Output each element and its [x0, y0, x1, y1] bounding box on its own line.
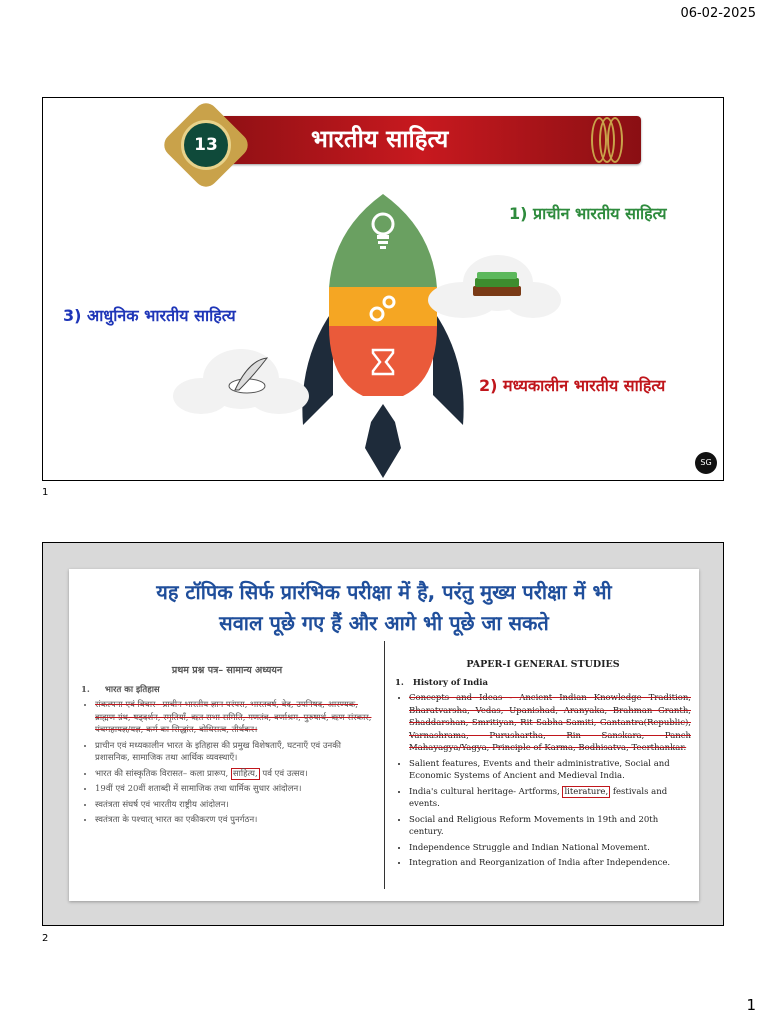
- slide-1: [42, 97, 724, 481]
- slide-number: 2: [42, 933, 49, 944]
- ornament-icon: [607, 117, 623, 163]
- rocket-section-low: [329, 326, 437, 396]
- list-item: • Independence Struggle and Indian National Movement.: [409, 842, 691, 855]
- list-item: • प्राचीन एवं मध्यकालीन भारत के इतिहास की प्रमुख विशेषताएँ, घटनाएँ एवं उनकी प्रशासनिक, सामाजिक तथा आर्थिक व्यवस्थाएँ।: [95, 740, 373, 765]
- sg-logo: SG: [695, 452, 717, 474]
- title-banner: [201, 116, 641, 164]
- item-modern-literature: 3) आधुनिक भारतीय साहित्य: [63, 306, 236, 325]
- headline-line-1: यह टॉपिक सिर्फ प्रारंभिक परीक्षा में है, परंतु मुख्य परीक्षा में भी: [156, 580, 612, 604]
- list-item: • Concepts and Ideas - Ancient Indian Knowledge Tradition, Bharatvarsha, Vedas, Upanishad, Aranyaka, Brahman Granth, Shaddarshan, Smritiyan, Rit Sabha-Samiti, Gantantra(Republic), Varnashrama, Purushartha, Rin Sanskara, Panch Mahayagya/Yagya, Principle of Karma, Bodhisatva, Teerthankar.: [409, 692, 691, 755]
- headline-line-2: सवाल पूछे गए हैं और आगे भी पूछे जा सकते: [219, 611, 549, 635]
- slide-headline: [69, 577, 699, 639]
- list-item: • India's cultural heritage- Artforms, literature, festivals and events.: [409, 786, 691, 811]
- rocket-flame: [365, 404, 401, 478]
- slide-number: 1: [42, 487, 49, 498]
- rocket-section-mid: [329, 287, 437, 327]
- rocket-illustration: [293, 190, 473, 480]
- english-syllabus-column: [395, 659, 691, 873]
- list-item: • Social and Religious Reform Movements in 19th and 20th century.: [409, 814, 691, 839]
- slide-2: [42, 542, 724, 926]
- hindi-paper-title: प्रथम प्रश्न पत्र– सामान्य अध्ययन: [171, 665, 283, 676]
- item-medieval-literature: 2) मध्यकालीन भारतीय साहित्य: [479, 376, 666, 395]
- list-item: • Integration and Reorganization of India after Independence.: [409, 857, 691, 870]
- highlight-box: literature,: [564, 786, 609, 797]
- slide-title: भारतीय साहित्य: [311, 125, 449, 153]
- item-ancient-literature: 1) प्राचीन भारतीय साहित्य: [509, 204, 667, 223]
- list-item: • स्वतंत्रता संघर्ष एवं भारतीय राष्ट्रीय आंदोलन।: [95, 799, 373, 812]
- syllabus-document: [69, 569, 699, 901]
- hindi-topic-list: [81, 699, 373, 827]
- hindi-section-heading: 1. भारत का इतिहास: [81, 685, 160, 695]
- highlight-box: साहित्य,: [232, 768, 258, 779]
- list-item: • Salient features, Events and their administrative, Social and Economic Systems of Ancient and Medieval India.: [409, 758, 691, 783]
- books-icon: [473, 272, 521, 296]
- list-item: • स्वतंत्रता के पश्चात् भारत का एकीकरण एवं पुनर्गठन।: [95, 814, 373, 827]
- cloud-quill: [171, 344, 311, 424]
- page-number: 1: [746, 996, 756, 1014]
- list-item: • संकल्पना एवं विचार– प्राचीन भारतीय ज्ञान परंपरा, भारतवर्ष, वेद, उपनिषद, आरण्यक, ब्राह्मण ग्रंथ, षड्दर्शन, स्मृतियाँ, ऋत सभा समिति, गणतंत्र, वर्णाश्रम, पुरुषार्थ, ऋण संस्कार, पंचमहायज्ञ/यज्ञ, कर्म का सिद्धांत, बोधिसत्व, तीर्थंकर।: [95, 699, 373, 737]
- list-item: • भारत की सांस्कृतिक विरासत– कला प्रारूप, साहित्य, पर्व एवं उत्सव।: [95, 768, 373, 781]
- hindi-syllabus-column: [81, 663, 373, 830]
- english-paper-title: PAPER-I GENERAL STUDIES: [466, 659, 620, 670]
- chapter-badge: 13: [181, 120, 231, 170]
- cloud-books: [423, 248, 563, 328]
- list-item: • 19वीं एवं 20वीं शताब्दी में सामाजिक तथा धार्मिक सुधार आंदोलन।: [95, 783, 373, 796]
- date-stamp: 06-02-2025: [680, 6, 756, 21]
- english-section-heading: 1. History of India: [395, 678, 488, 688]
- column-divider: [384, 641, 385, 889]
- english-topic-list: [395, 692, 691, 870]
